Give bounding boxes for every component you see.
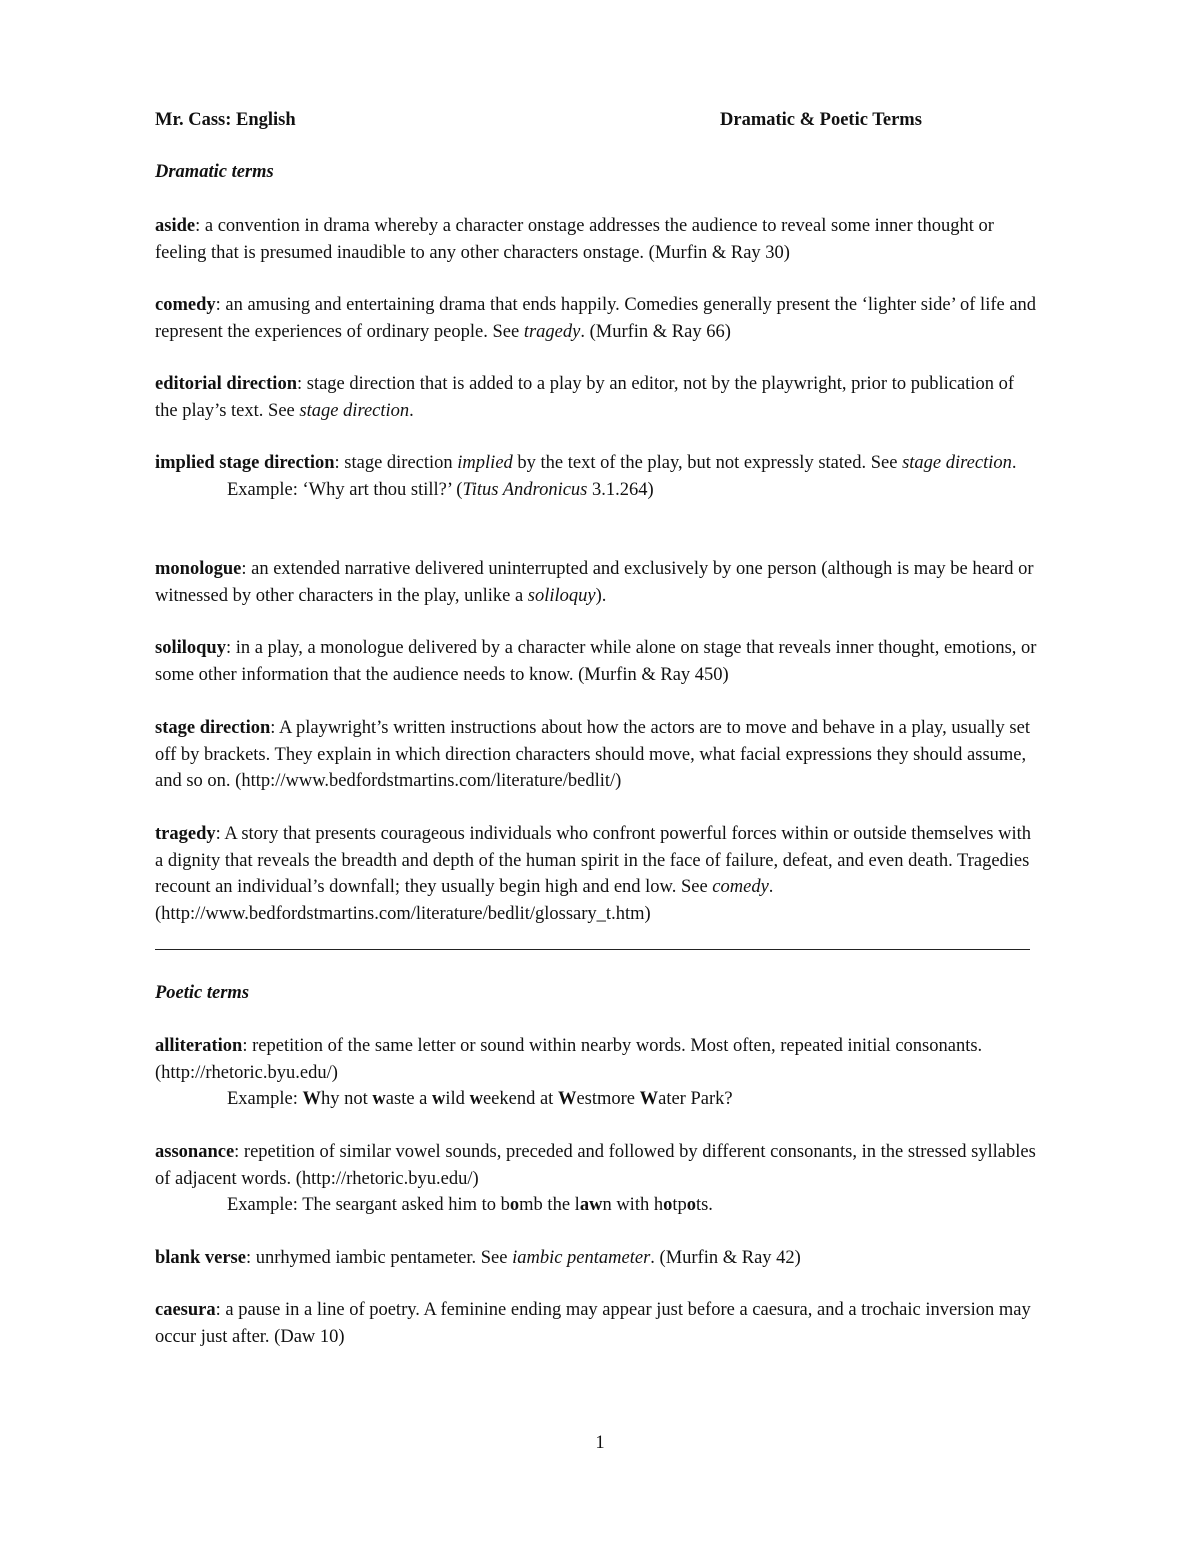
see-also-stage-direction: stage direction (299, 400, 410, 421)
section-divider (155, 949, 1030, 950)
term-monologue: monologue (155, 559, 242, 579)
entry-alliteration (155, 1033, 1040, 1113)
alliteration-letter: w (372, 1089, 386, 1109)
term-alliteration: alliteration (155, 1036, 243, 1056)
definition-comedy: : an amusing and entertaining drama that ends happily. Comedies generally present the ‘lighter side’ of life and represent the experiences of ordinary people. See (155, 295, 1037, 342)
example-text: mb the l (519, 1195, 580, 1215)
citation-tragedy: . (http://www.bedfordstmartins.com/literature/bedlit/glossary_t.htm) (155, 877, 774, 924)
entry-monologue (155, 556, 1040, 609)
definition-implied-part: : stage direction (334, 453, 458, 473)
citation-comedy: . (Murfin & Ray 66) (580, 321, 731, 342)
term-aside: aside (155, 216, 196, 236)
example-assonance (155, 1192, 1040, 1219)
term-comedy: comedy (155, 295, 216, 315)
alliteration-letter: w (432, 1089, 446, 1109)
citation-blank-verse: . (Murfin & Ray 42) (650, 1248, 801, 1268)
assonance-vowel: o (686, 1195, 696, 1215)
definition-assonance: : repetition of similar vowel sounds, preceded and followed by different consonants, in the stressed syllables of adjacent words. (http://rhetoric.byu.edu/) (155, 1142, 1036, 1189)
example-citation: 3.1.264) (587, 479, 654, 500)
example-play-title: Titus Andronicus (462, 479, 588, 500)
dramatic-terms-heading: Dramatic terms (155, 162, 274, 182)
header-course: Mr. Cass: English (155, 110, 296, 130)
example-label: Example: (227, 1195, 303, 1215)
example-text: ater Park? (658, 1089, 733, 1109)
entry-caesura (155, 1297, 1040, 1350)
example-text: estmore (576, 1089, 640, 1109)
definition-caesura: : a pause in a line of poetry. A feminine ending may appear just before a caesura, and a trochaic inversion may occur just after. (Daw 10) (155, 1300, 1031, 1347)
definition-blank-verse: : unrhymed iambic pentameter. See (245, 1248, 513, 1268)
example-text: eekend at (482, 1089, 558, 1109)
term-editorial-direction: editorial direction (155, 374, 297, 394)
alliteration-letter: W (639, 1089, 659, 1109)
example-text: n with h (602, 1195, 664, 1215)
alliteration-letter: W (302, 1089, 322, 1109)
example-text: hy not (321, 1089, 373, 1109)
example-implied-stage-direction (155, 477, 1040, 504)
entry-implied-stage-direction (155, 450, 1040, 503)
example-text: ts. (695, 1195, 713, 1215)
definition-implied-part: by the text of the play, but not expressly stated. See (512, 453, 903, 473)
assonance-vowel: aw (579, 1195, 603, 1215)
alliteration-letter: w (469, 1089, 483, 1109)
term-stage-direction: stage direction (155, 718, 271, 738)
example-text: The seargant asked him to b (302, 1195, 510, 1215)
entry-editorial-direction (155, 371, 1040, 424)
definition-monologue: : an extended narrative delivered uninterrupted and exclusively by one person (although is may be heard or witnessed by other characters in the play, unlike a (155, 559, 1034, 606)
example-text: tp (672, 1195, 687, 1215)
see-also-soliloquy: soliloquy (527, 585, 596, 606)
example-text: ild (445, 1089, 470, 1109)
entry-aside (155, 213, 1040, 266)
term-tragedy: tragedy (155, 824, 216, 844)
definition-end: . (1011, 453, 1017, 473)
see-also-tragedy: tragedy (523, 321, 581, 342)
header-title: Dramatic & Poetic Terms (720, 110, 922, 130)
assonance-vowel: o (663, 1195, 673, 1215)
example-text: Example: ‘Why art thou still?’ ( (227, 479, 463, 500)
example-label: Example: (227, 1089, 303, 1109)
term-caesura: caesura (155, 1300, 216, 1320)
definition-end: ). (595, 585, 607, 606)
example-text: aste a (385, 1089, 433, 1109)
term-implied-stage-direction: implied stage direction (155, 453, 335, 473)
definition-stage-direction: : A playwright’s written instructions about how the actors are to move and behave in a play, usually set off by brackets. They explain in which direction characters should move, what facial expressions they should assume, and so on. (http://www.bedfordstmartins.com/literature/bedlit/) (155, 718, 1030, 791)
definition-aside: : a convention in drama whereby a character onstage addresses the audience to reveal some inner thought or feeling that is presumed inaudible to any other characters onstage. (Murfin & Ray 30) (155, 216, 994, 263)
entry-assonance (155, 1139, 1040, 1219)
term-soliloquy: soliloquy (155, 638, 226, 658)
term-blank-verse: blank verse (155, 1248, 246, 1268)
definition-editorial-direction: : stage direction that is added to a play by an editor, not by the playwright, prior to publication of the play’s text. See (155, 374, 1014, 421)
entry-comedy (155, 292, 1040, 345)
see-also-iambic-pentameter: iambic pentameter (512, 1248, 651, 1268)
entry-tragedy (155, 821, 1040, 927)
assonance-vowel: o (509, 1195, 520, 1215)
see-also-stage-direction: stage direction (902, 453, 1012, 473)
see-also-comedy: comedy (712, 877, 769, 897)
entry-stage-direction (155, 715, 1040, 795)
definition-end: . (409, 400, 414, 421)
example-alliteration (155, 1086, 1040, 1113)
poetic-terms-heading: Poetic terms (155, 983, 250, 1003)
page-number: 1 (595, 1433, 605, 1453)
entry-soliloquy (155, 635, 1040, 688)
definition-tragedy: : A story that presents courageous individuals who confront powerful forces within or outside themselves with a dignity that reveals the breadth and depth of the human spirit in the face of failure, defeat, and even death. Tragedies recount an individual’s downfall; they usually begin high and end low. See (155, 824, 1032, 897)
definition-soliloquy: : in a play, a monologue delivered by a character while alone on stage that reveals inner thought, emotions, or some other information that the audience needs to know. (Murfin & Ray 450) (155, 638, 1037, 685)
definition-alliteration: : repetition of the same letter or sound within nearby words. Most often, repeated initial consonants. (http://rhetoric.byu.edu/) (155, 1036, 983, 1083)
entry-blank-verse (155, 1245, 1040, 1272)
emphasis-implied: implied (457, 453, 513, 473)
header (155, 107, 1035, 135)
term-assonance: assonance (155, 1142, 235, 1162)
alliteration-letter: W (557, 1089, 577, 1109)
